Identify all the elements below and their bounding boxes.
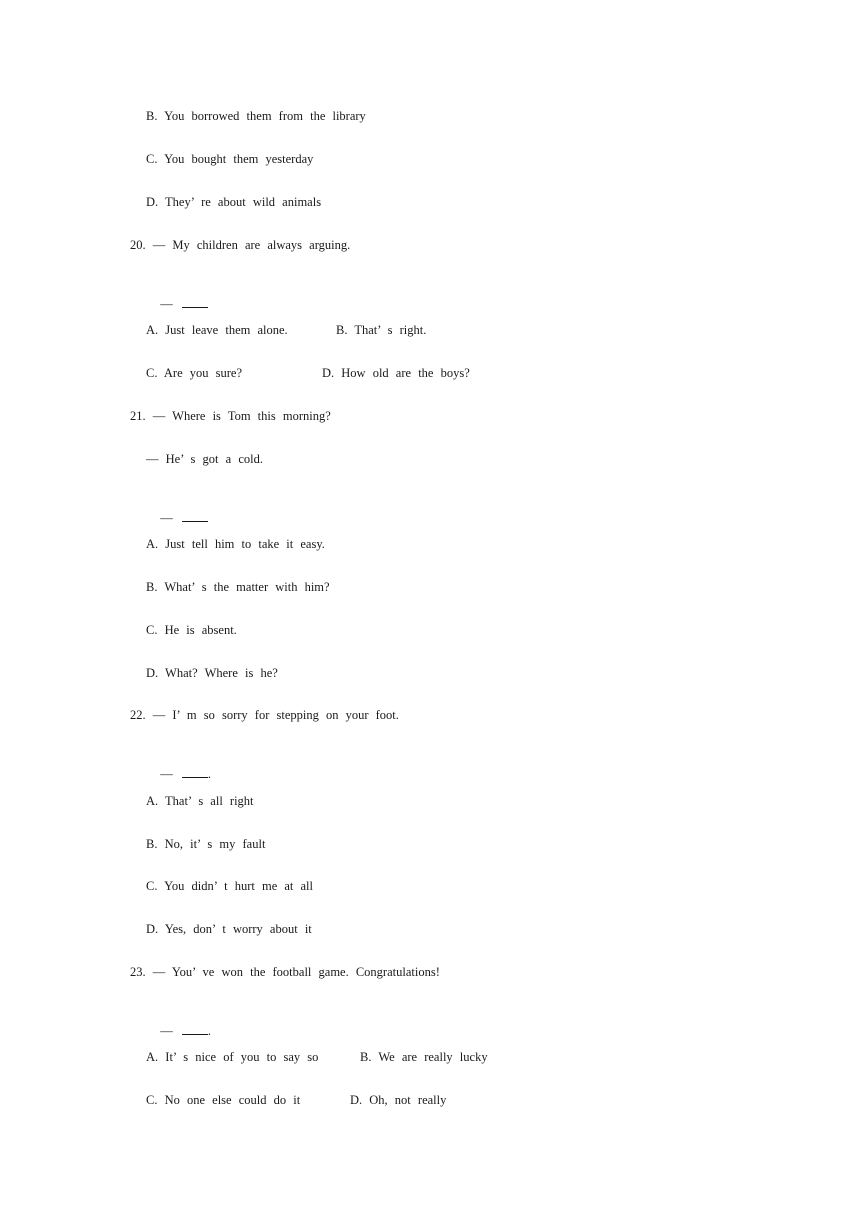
q22-reply-suffix: . <box>207 767 211 781</box>
q22-option-a: A. That’ s all right <box>146 794 254 808</box>
q21-option-a: A. Just tell him to take it easy. <box>146 537 325 551</box>
q22-option-b: B. No, it’ s my fault <box>146 837 266 851</box>
q22-question: 22. — I’ m so sorry for stepping on your foot. <box>130 708 399 722</box>
q21-option-b: B. What’ s the matter with him? <box>146 580 330 594</box>
q19-option-b: B. You borrowed them from the library <box>146 109 366 123</box>
q19-option-d: D. They’ re about wild animals <box>146 195 322 209</box>
q23-reply-suffix: . <box>207 1024 211 1038</box>
q20-option-c: C. Are you sure? <box>146 366 243 380</box>
q20-reply-dash: — <box>160 297 180 311</box>
q20-option-d: D. How old are the boys? <box>322 366 470 380</box>
q21-question: 21. — Where is Tom this morning? <box>130 409 331 423</box>
q21-reply <box>146 494 208 526</box>
q20-option-b: B. That’ s right. <box>336 323 427 337</box>
q21-answer-blank <box>182 512 208 522</box>
q21-option-d: D. What? Where is he? <box>146 666 278 680</box>
q20-reply <box>146 280 208 312</box>
q19-option-c: C. You bought them yesterday <box>146 152 314 166</box>
q23-option-b: B. We are really lucky <box>360 1050 488 1064</box>
q23-question: 23. — You’ ve won the football game. Congratulations! <box>130 965 440 979</box>
q23-option-a: A. It’ s nice of you to say so <box>146 1050 319 1064</box>
q22-reply <box>146 750 211 782</box>
q23-option-c: C. No one else could do it <box>146 1093 301 1107</box>
q22-option-c: C. You didn’ t hurt me at all <box>146 879 314 893</box>
q23-reply <box>146 1007 211 1039</box>
q23-answer-blank <box>182 1025 208 1035</box>
q22-answer-blank <box>182 768 208 778</box>
q23-reply-dash: — <box>160 1024 180 1038</box>
q22-option-d: D. Yes, don’ t worry about it <box>146 922 312 936</box>
q21-reply-dash: — <box>160 511 180 525</box>
q21-option-c: C. He is absent. <box>146 623 237 637</box>
q23-option-d: D. Oh, not really <box>350 1093 447 1107</box>
q22-reply-dash: — <box>160 767 180 781</box>
q20-option-a: A. Just leave them alone. <box>146 323 288 337</box>
q20-answer-blank <box>182 298 208 308</box>
q21-line2: — He’ s got a cold. <box>146 452 263 466</box>
q20-question: 20. — My children are always arguing. <box>130 238 351 252</box>
